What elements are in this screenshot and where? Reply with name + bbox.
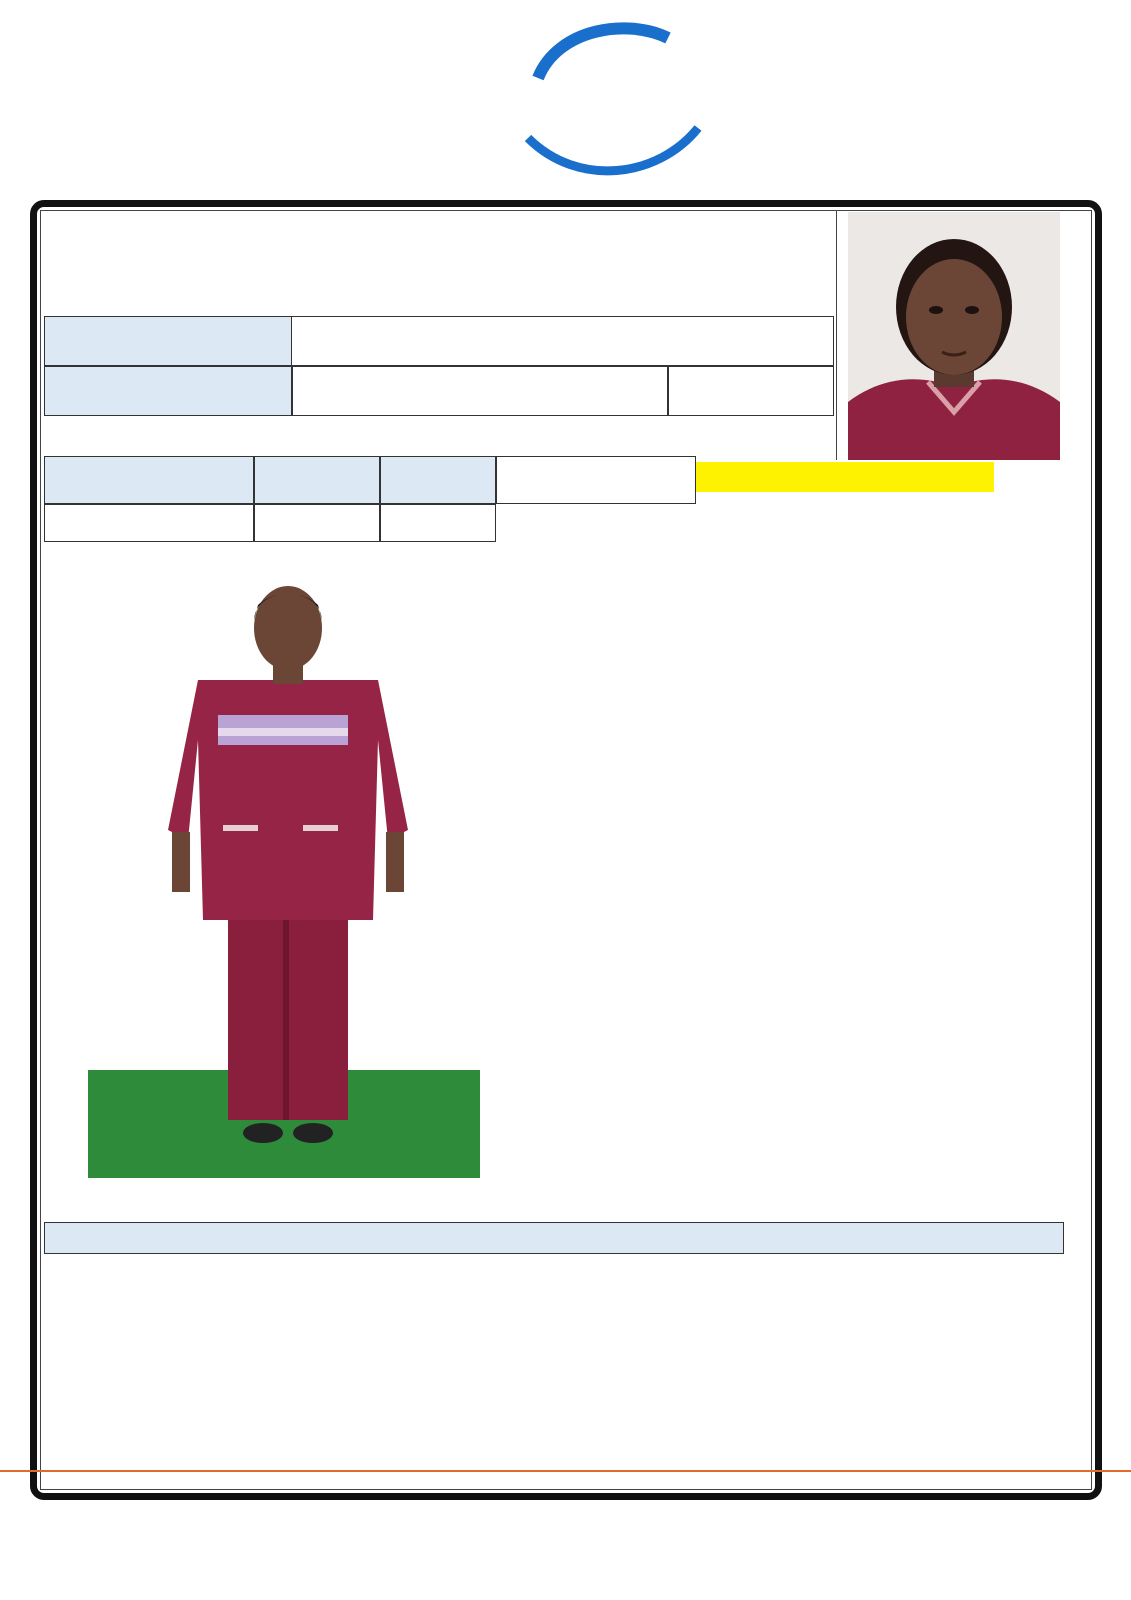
height-value: [254, 504, 380, 542]
passport-photo: [848, 212, 1060, 460]
weight-value: [380, 504, 496, 542]
position-applied-value: [696, 462, 994, 492]
footer-divider: [0, 1470, 1131, 1472]
photo-divider: [836, 210, 837, 460]
contact-number-label: [44, 366, 292, 416]
religion-label: [44, 456, 254, 504]
height-label: [254, 456, 380, 504]
alm-logo: [498, 18, 728, 178]
skills-section-header: [44, 1222, 1064, 1254]
religion-value: [44, 504, 254, 542]
weight-label: [380, 456, 496, 504]
applicant-name-label-cell: [44, 316, 292, 366]
position-applied-label: [496, 456, 696, 504]
contact-number-label-ar: [668, 366, 834, 416]
contact-number-value: [292, 366, 668, 416]
full-body-photo: [88, 570, 480, 1178]
applicant-name-value: [292, 316, 834, 366]
